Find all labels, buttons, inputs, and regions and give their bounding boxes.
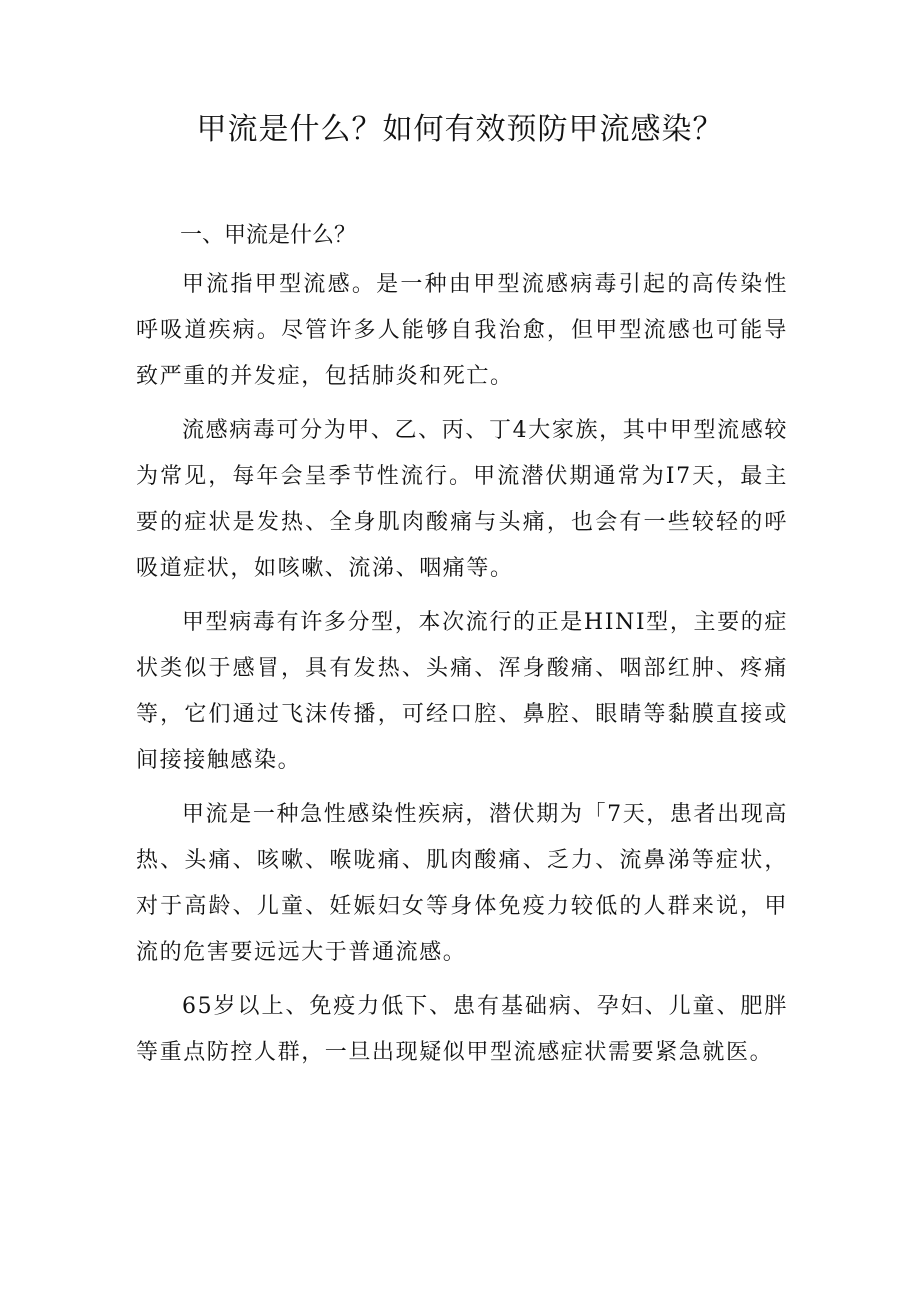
paragraph-high-risk-groups: 65岁以上、免疫力低下、患有基础病、孕妇、儿童、肥胖等重点防控人群，一旦出现疑似甲型流感症状需要紧急就医。 xyxy=(136,994,788,1065)
paragraph-definition: 甲流指甲型流感。是一种由甲型流感病毒引起的高传染性呼吸道疾病。尽管许多人能够自我治愈，但甲型流感也可能导致严重的并发症，包括肺炎和死亡。 xyxy=(136,272,788,389)
section-heading: 一、甲流是什么？ xyxy=(180,223,357,248)
page-title: 甲流是什么？如何有效预防甲流感染？ xyxy=(196,112,724,147)
paragraph-virus-families: 流感病毒可分为甲、乙、丙、丁4大家族，其中甲型流感较为常见，每年会呈季节性流行。甲流潜伏期通常为I7天，最主要的症状是发热、全身肌肉酸痛与头痛，也会有一些较轻的呼吸道症状，如咳嗽、流涕、咽痛等。 xyxy=(136,418,788,581)
paragraph-acute-infection: 甲流是一种急性感染性疾病，潜伏期为「7天，患者出现高热、头痛、咳嗽、喉咙痛、肌肉酸痛、乏力、流鼻涕等症状，对于高龄、儿童、妊娠妇女等身体免疫力较低的人群来说，甲流的危害要远远大于普通流感。 xyxy=(136,802,788,965)
paragraph-subtypes: 甲型病毒有许多分型，本次流行的正是HINI型，主要的症状类似于感冒，具有发热、头痛、浑身酸痛、咽部红肿、疼痛等，它们通过飞沫传播，可经口腔、鼻腔、眼睛等黏膜直接或间接接触感染。 xyxy=(136,610,788,773)
document-body xyxy=(136,262,788,1084)
